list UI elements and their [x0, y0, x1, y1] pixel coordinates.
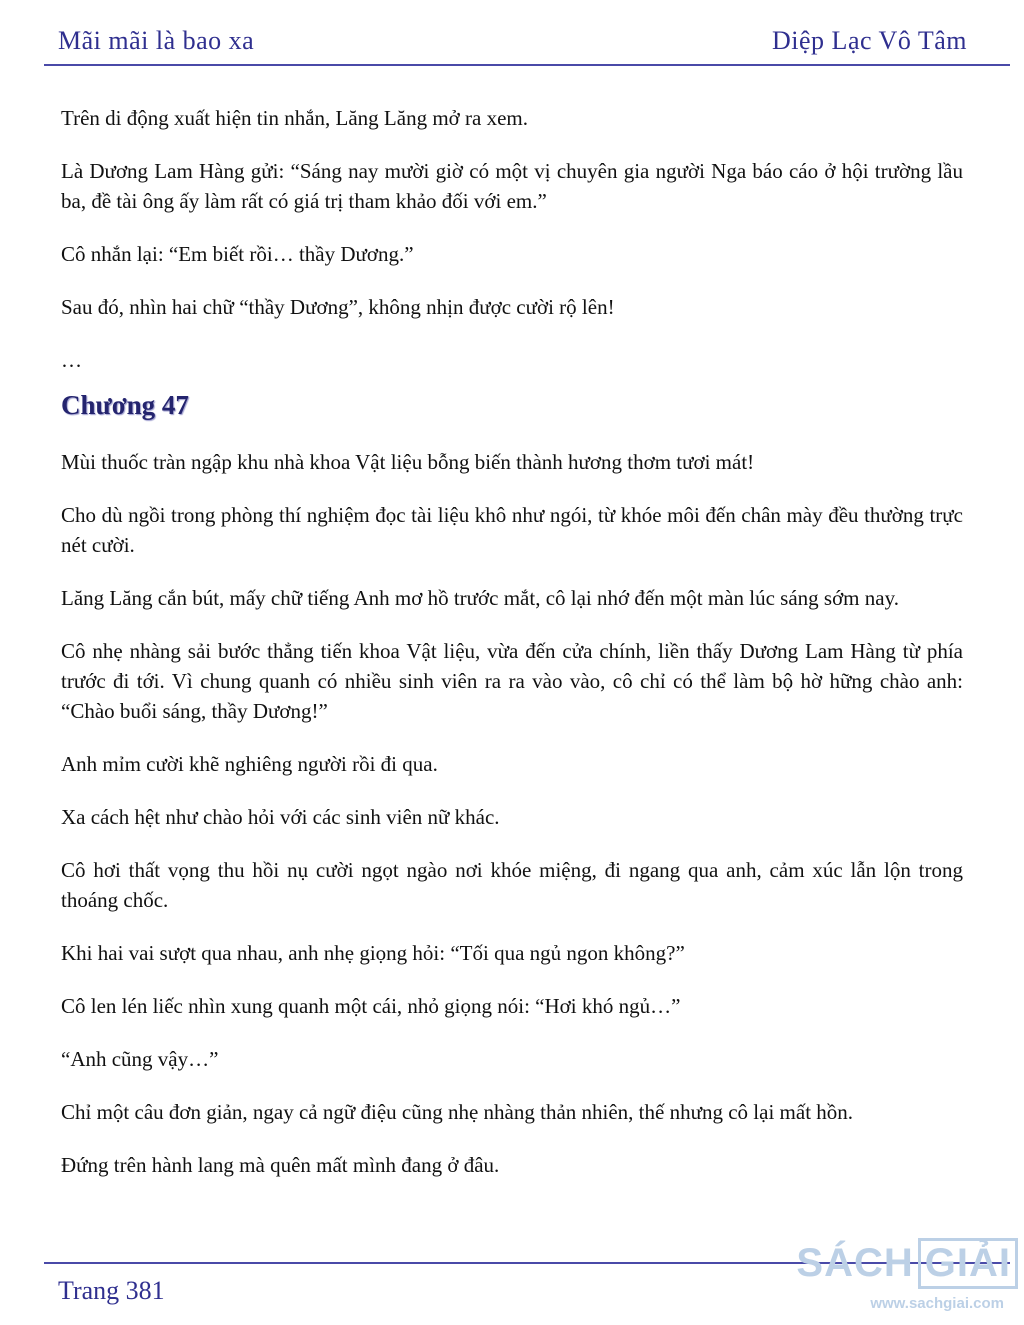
watermark-logo-text: SÁCH: [796, 1241, 914, 1285]
paragraph: Cô len lén liếc nhìn xung quanh một cái, nhỏ giọng nói: “Hơi khó ngủ…”: [61, 994, 681, 1018]
paragraph: Khi hai vai sượt qua nhau, anh nhẹ giọng hỏi: “Tối qua ngủ ngon không?”: [61, 941, 685, 965]
watermark-url: www.sachgiai.com: [870, 1295, 1004, 1312]
book-title: Mãi mãi là bao xa: [58, 26, 255, 55]
paragraph: Cô hơi thất vọng thu hồi nụ cười ngọt ngào nơi khóe miệng, đi ngang qua anh, cảm xúc lẫn lộn trong thoáng chốc.: [61, 858, 963, 912]
paragraph: Lăng Lăng cắn bút, mấy chữ tiếng Anh mơ hồ trước mắt, cô lại nhớ đến một màn lúc sáng sớm nay.: [61, 586, 899, 610]
paragraph: “Anh cũng vậy…”: [61, 1047, 219, 1071]
watermark-logo-boxed-text: GIẢI: [918, 1238, 1018, 1289]
paragraph: Cô nhắn lại: “Em biết rồi… thầy Dương.”: [61, 242, 414, 266]
paragraph: Là Dương Lam Hàng gửi: “Sáng nay mười giờ có một vị chuyên gia người Nga báo cáo ở hội trường lầu ba, đề tài ông ấy làm rất có giá trị tham khảo đối với em.”: [61, 159, 963, 213]
paragraph: Cho dù ngồi trong phòng thí nghiệm đọc tài liệu khô như ngói, từ khóe môi đến chân mày đều thường trực nét cười.: [61, 503, 963, 557]
paragraph: Anh mỉm cười khẽ nghiêng người rồi đi qua.: [61, 752, 438, 776]
paragraph: Sau đó, nhìn hai chữ “thầy Dương”, không nhịn được cười rộ lên!: [61, 295, 615, 319]
chapter-heading: Chương 47: [61, 390, 189, 420]
watermark: [796, 1230, 1018, 1320]
watermark-logo: [796, 1238, 1018, 1289]
paragraph: Đứng trên hành lang mà quên mất mình đang ở đâu.: [61, 1153, 500, 1177]
ellipsis-separator: …: [61, 348, 82, 372]
page-body: [61, 103, 963, 1203]
paragraph: Xa cách hệt như chào hỏi với các sinh viên nữ khác.: [61, 805, 500, 829]
paragraph: Trên di động xuất hiện tin nhắn, Lăng Lăng mở ra xem.: [61, 106, 528, 130]
author-name: Diệp Lạc Vô Tâm: [772, 26, 967, 55]
page-number: Trang 381: [58, 1276, 165, 1305]
paragraph: Mùi thuốc tràn ngập khu nhà khoa Vật liệu bỗng biến thành hương thơm tươi mát!: [61, 450, 755, 474]
paragraph: Cô nhẹ nhàng sải bước thẳng tiến khoa Vật liệu, vừa đến cửa chính, liền thấy Dương Lam Hàng từ phía trước đi tới. Vì chung quanh có nhiều sinh viên ra ra vào vào, cô chỉ có thể làm bộ hờ hững chào anh: “Chào buổi sáng, thầy Dương!”: [61, 639, 963, 723]
page-header: [0, 0, 1024, 66]
header-divider: [44, 64, 1010, 66]
paragraph: Chỉ một câu đơn giản, ngay cả ngữ điệu cũng nhẹ nhàng thản nhiên, thế nhưng cô lại mất hồn.: [61, 1100, 854, 1124]
